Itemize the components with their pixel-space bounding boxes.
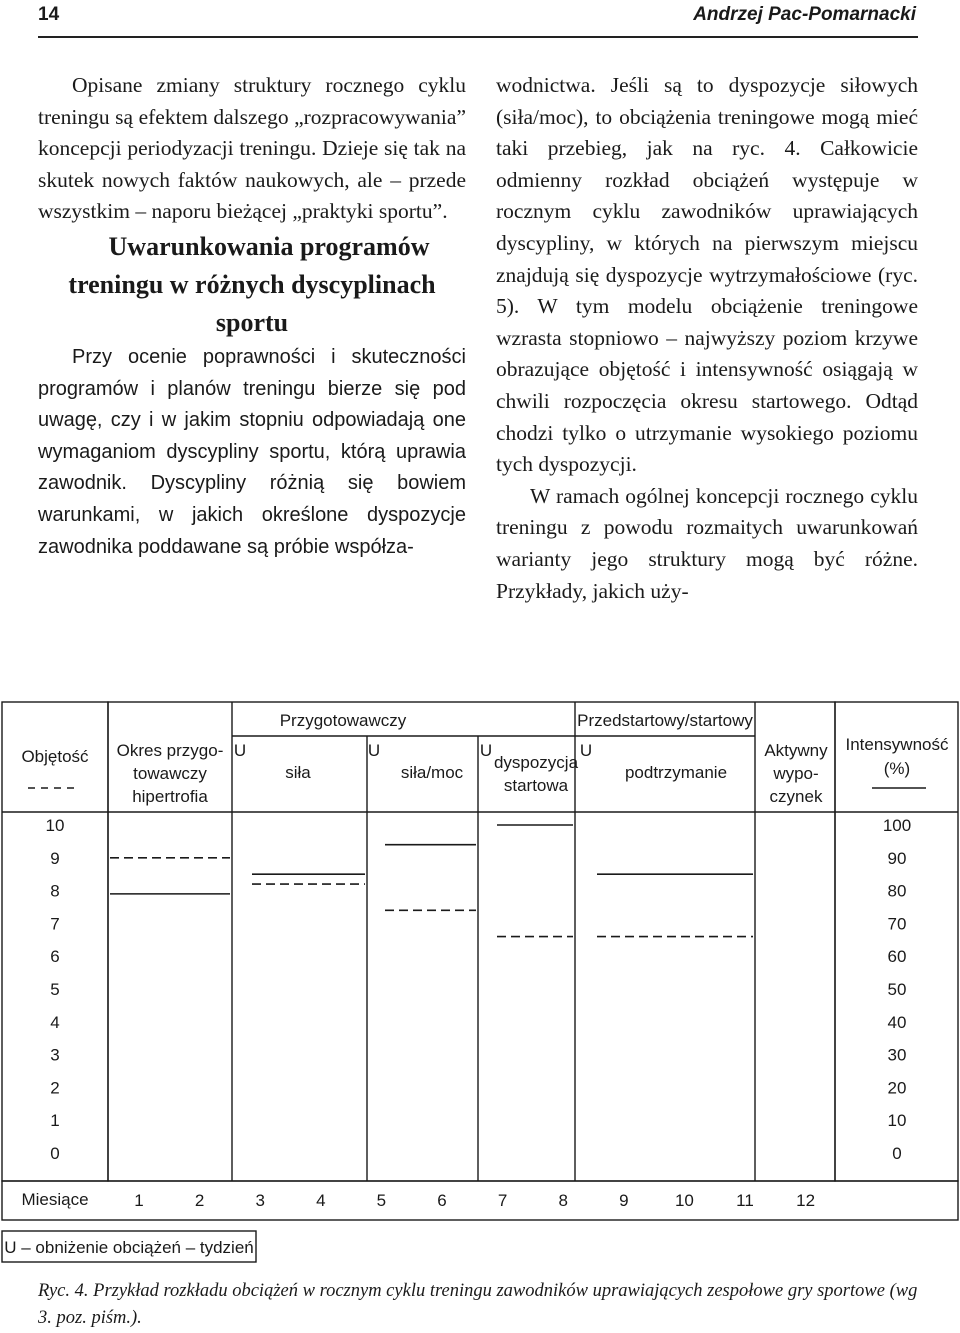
phase-label: towawczy <box>133 764 207 783</box>
intensity-axis-unit: (%) <box>883 759 911 778</box>
month-label: 11 <box>736 1191 754 1210</box>
figure-caption: Ryc. 4. Przykład rozkładu obciążeń w rocznym cyklu treningu zawodników uprawiających zespołowe gry sportowe (wg 3. poz. piśm.). <box>38 1281 918 1328</box>
intensity-tick-label: 10 <box>887 1111 907 1131</box>
page-header <box>0 0 960 40</box>
month-label: 9 <box>619 1191 629 1210</box>
intensity-tick-label: 40 <box>887 1012 907 1032</box>
volume-tick-label: 1 <box>50 1111 60 1131</box>
month-label: 3 <box>255 1191 265 1210</box>
period-label-competition: Przedstartowy/startowy <box>577 711 753 730</box>
month-label: 4 <box>316 1191 326 1210</box>
u-reduction-mark: U <box>367 741 381 760</box>
month-label: 2 <box>194 1191 205 1210</box>
phase-label: startowa <box>503 776 569 795</box>
u-reduction-mark: U <box>479 741 493 760</box>
intensity-tick-label: 90 <box>887 848 907 868</box>
intensity-tick-label: 100 <box>882 816 912 835</box>
month-label: 7 <box>497 1191 508 1210</box>
volume-tick-label: 8 <box>50 881 60 901</box>
phase-label: czynek <box>769 787 823 806</box>
intensity-tick-label: 80 <box>887 881 907 901</box>
month-label: 1 <box>134 1191 144 1210</box>
section-title: Uwarunkowania programów treningu w różnych dyscyplinach sportu <box>68 231 436 337</box>
u-reduction-mark: U <box>233 741 247 760</box>
month-label: 8 <box>558 1191 568 1210</box>
volume-tick-label: 5 <box>50 980 60 999</box>
volume-tick-label: 6 <box>50 947 60 967</box>
volume-tick-label: 9 <box>50 848 60 868</box>
months-label: Miesiące <box>21 1190 89 1209</box>
intensity-tick-label: 60 <box>887 947 907 967</box>
volume-tick-label: 0 <box>50 1144 60 1163</box>
phase-label: Aktywny <box>764 741 828 760</box>
paragraph: Opisane zmiany struktury rocznego cyklu treningu są efektem dalszego „rozpracowywania” koncepcji periodyzacji treningu. Dzieje się tak na skutek nowych faktów naukowych, ale – przede wszystkim – naporu bieżącej „praktyki sportu”. <box>38 73 466 224</box>
u-legend: U – obniżenie obciążeń – tydzień <box>4 1238 254 1257</box>
page-number: 14 <box>38 4 60 25</box>
phase-label: podtrzymanie <box>624 763 728 782</box>
volume-tick-label: 7 <box>50 914 60 934</box>
paragraph: wodnictwa. Jeśli są to dyspozycje siłowych (siła/moc), to obciążenia treningowe mogą mieć taki przebieg, jak na ryc. 4. Całkowicie odmienny rozkład obciążeń występuje w rocznym cyklu zawodników uprawiających dyscypliny, w których na pierwszym miejscu znajdują się dyspozycje wytrzymałościowe (ryc. 5). W tym modelu obciążenie treningowe wzrasta stopniowo – najwyższy poziom krzywe obrazujące objętość i intensywność osiągają w chwili rozpoczęcia okresu startowego. Odtąd chodzi tylko o utrzymanie wysokiego poziomu tych dyspozycji. <box>496 73 918 477</box>
chart-frame <box>2 702 958 1262</box>
header-rule <box>38 36 918 38</box>
phase-label: siła <box>285 763 311 782</box>
intensity-axis-label: Intensywność <box>845 735 949 754</box>
volume-tick-label: 2 <box>50 1078 60 1098</box>
intensity-tick-label: 20 <box>887 1078 907 1098</box>
running-author: Andrzej Pac-Pomarnacki <box>693 4 916 25</box>
month-label: 5 <box>376 1191 387 1210</box>
month-label: 10 <box>674 1191 694 1210</box>
intensity-tick-label: 70 <box>887 914 907 934</box>
phase-label: wypo- <box>773 764 819 783</box>
paragraph: Przy ocenie poprawności i skuteczności programów i planów treningu bierze się pod uwagę, czy i w jakim stopniu odpowiadają one wymaganiom dyscypliny sportu, którą uprawia zawodnik. Dyscypliny różnią się bowiem warunkami, w jakich określone dyspozycje zawodnika poddawane są próbie współza- <box>38 345 466 558</box>
phase-label: dyspozycja <box>493 753 579 772</box>
volume-tick-label: 10 <box>45 816 65 835</box>
phase-label: hipertrofia <box>132 787 208 806</box>
training-load-chart <box>0 700 960 1265</box>
u-reduction-mark: U <box>579 741 593 760</box>
right-column <box>496 70 918 607</box>
month-label: 12 <box>796 1191 816 1210</box>
volume-axis-label: Objętość <box>21 747 89 766</box>
phase-label: Okres przygo- <box>116 741 224 760</box>
period-label-preparatory: Przygotowawczy <box>279 711 407 730</box>
volume-tick-label: 4 <box>50 1012 60 1032</box>
intensity-tick-label: 30 <box>887 1045 907 1065</box>
intensity-tick-label: 0 <box>892 1144 902 1163</box>
volume-tick-label: 3 <box>50 1045 60 1065</box>
intensity-tick-label: 50 <box>887 980 907 999</box>
paragraph: W ramach ogólnej koncepcji rocznego cyklu treningu z powodu rozmaitych uwarunkowań warianty jego struktury mogą być różne. Przykłady, jakich uży- <box>496 483 918 603</box>
left-column <box>38 70 466 563</box>
month-label: 6 <box>437 1191 447 1210</box>
phase-label: siła/moc <box>400 763 464 782</box>
